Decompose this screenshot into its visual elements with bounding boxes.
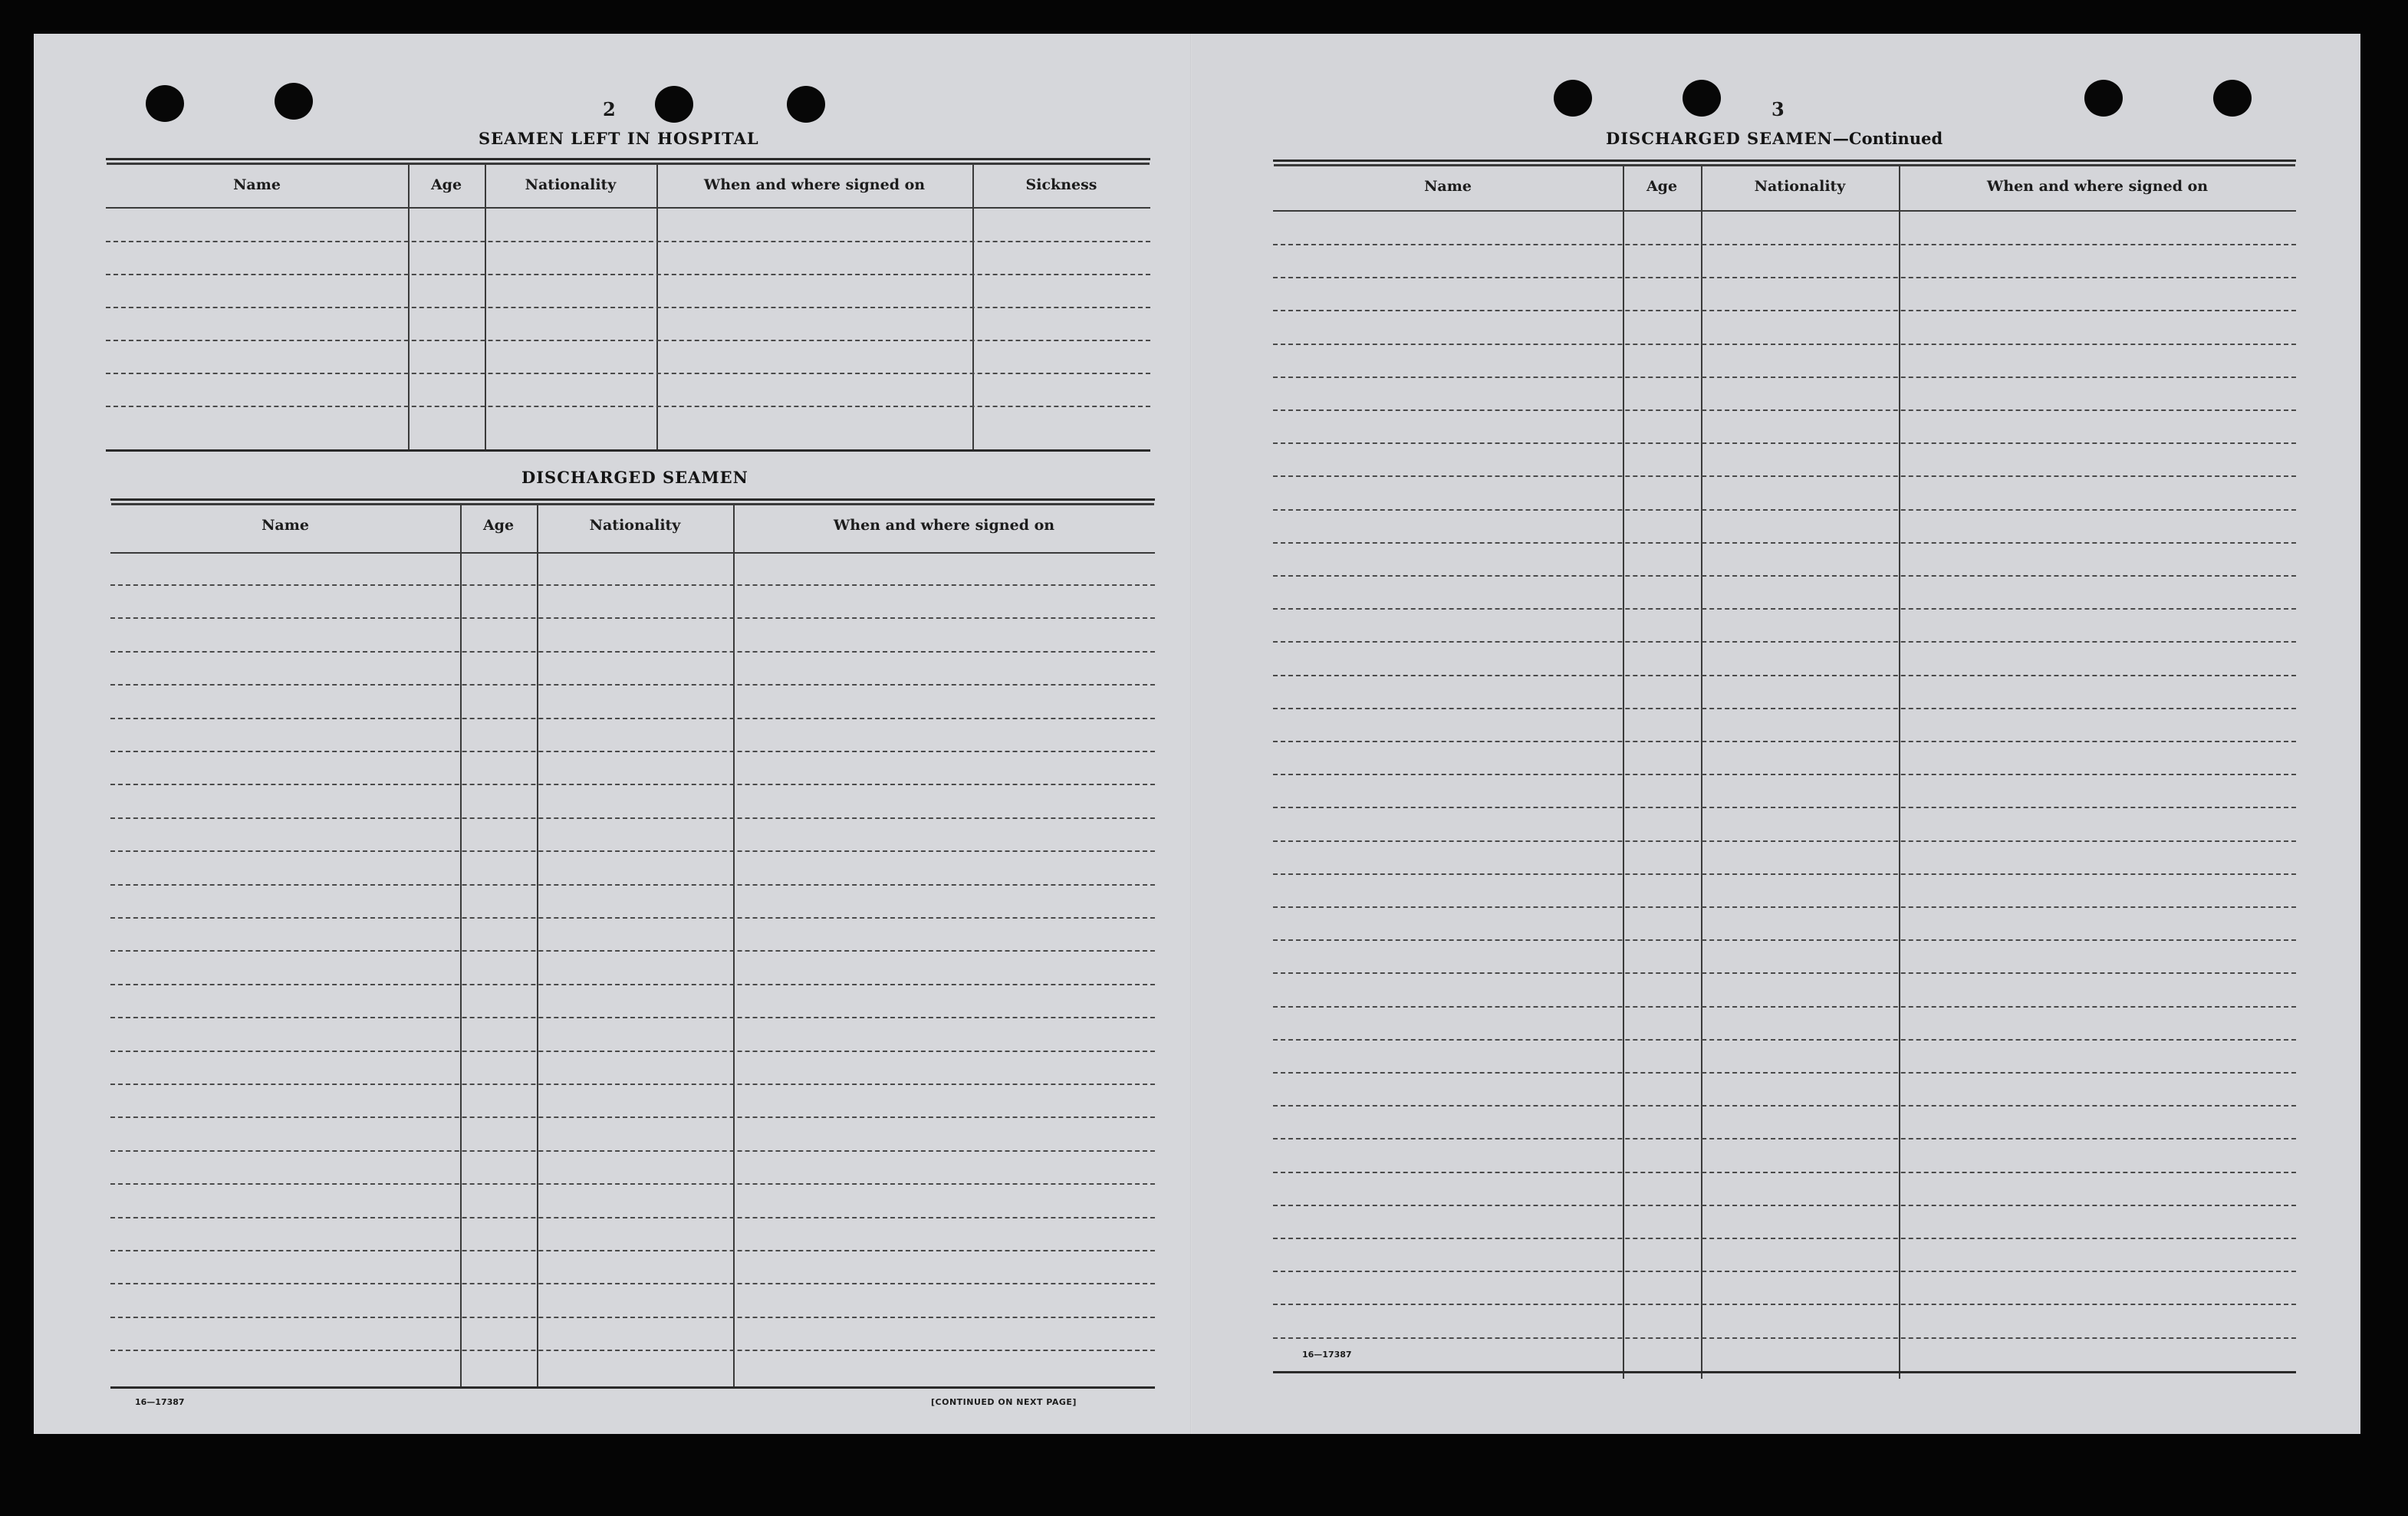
page-number: 3 xyxy=(1771,98,1785,120)
column-header-when-where: When and where signed on xyxy=(833,517,1055,534)
blank-row-line xyxy=(1273,906,2296,908)
column-header-age: Age xyxy=(482,517,515,534)
blank-row-line xyxy=(1273,575,2296,577)
blank-row-line xyxy=(1273,1105,2296,1107)
blank-row-line xyxy=(110,584,1155,586)
blank-row-line xyxy=(1273,310,2296,311)
blank-row-line xyxy=(110,1183,1155,1185)
column-header-when-where: When and where signed on xyxy=(703,176,926,193)
blank-row-line xyxy=(1273,377,2296,378)
blank-row-line xyxy=(1273,774,2296,775)
blank-row-line xyxy=(106,406,1150,407)
column-header-age: Age xyxy=(1646,178,1678,195)
blank-row-line xyxy=(1273,873,2296,875)
blank-row-line xyxy=(110,1150,1155,1152)
punch-hole xyxy=(787,86,825,123)
table-bottom-rule xyxy=(110,1386,1155,1389)
hospital-section-title: SEAMEN LEFT IN HOSPITAL xyxy=(479,129,759,148)
blank-row-line xyxy=(1273,409,2296,411)
blank-row-line xyxy=(1273,939,2296,941)
blank-row-line xyxy=(106,274,1150,275)
blank-row-line xyxy=(1273,972,2296,974)
punch-hole xyxy=(1554,80,1592,117)
form-number: 16—17387 xyxy=(1302,1350,1352,1360)
blank-row-line xyxy=(1273,1039,2296,1041)
blank-row-line xyxy=(110,1116,1155,1118)
discharged-section-title: DISCHARGED SEAMEN xyxy=(521,468,748,487)
blank-row-line xyxy=(110,784,1155,785)
blank-row-line xyxy=(110,1051,1155,1052)
blank-row-line xyxy=(1273,1205,2296,1206)
blank-row-line xyxy=(110,884,1155,886)
left-page xyxy=(34,34,1192,1434)
column-divider xyxy=(1899,166,1900,1379)
header-rule xyxy=(1273,210,2296,212)
blank-row-line xyxy=(1273,708,2296,709)
blank-row-line xyxy=(1273,344,2296,345)
blank-row-line xyxy=(106,241,1150,242)
column-header-nationality: Nationality xyxy=(1754,178,1846,195)
blank-row-line xyxy=(1273,244,2296,245)
column-header-nationality: Nationality xyxy=(589,517,681,534)
column-header-age: Age xyxy=(430,176,462,193)
column-header-name: Name xyxy=(233,176,281,193)
discharged-continued-title xyxy=(1606,129,1943,148)
blank-row-line xyxy=(1273,1304,2296,1305)
table-top-rule xyxy=(110,498,1155,502)
blank-row-line xyxy=(110,1350,1155,1351)
punch-hole xyxy=(2084,80,2123,117)
continued-note: [CONTINUED ON NEXT PAGE] xyxy=(931,1397,1077,1407)
blank-row-line xyxy=(110,617,1155,619)
column-header-name: Name xyxy=(1424,178,1472,195)
form-number: 16—17387 xyxy=(135,1397,185,1407)
blank-row-line xyxy=(1273,1337,2296,1339)
column-divider xyxy=(1701,166,1702,1379)
right-page xyxy=(1192,34,2360,1434)
column-divider xyxy=(1623,166,1624,1379)
table-top-rule xyxy=(106,158,1150,162)
section-title-suffix: —Continued xyxy=(1832,129,1943,148)
punch-hole xyxy=(1683,80,1721,117)
blank-row-line xyxy=(1273,1172,2296,1173)
blank-row-line xyxy=(1273,1138,2296,1139)
blank-row-line xyxy=(110,984,1155,985)
blank-row-line xyxy=(1273,542,2296,544)
column-divider xyxy=(537,505,538,1388)
blank-row-line xyxy=(110,651,1155,653)
blank-row-line xyxy=(110,1217,1155,1218)
discharged-table xyxy=(110,498,1155,1389)
blank-row-line xyxy=(106,307,1150,308)
blank-row-line xyxy=(110,1317,1155,1318)
blank-row-line xyxy=(1273,1238,2296,1239)
blank-row-line xyxy=(1273,807,2296,808)
column-header-name: Name xyxy=(262,517,309,534)
column-header-when-where: When and where signed on xyxy=(1986,178,2209,195)
header-rule xyxy=(106,207,1150,209)
blank-row-line xyxy=(1273,509,2296,511)
header-rule xyxy=(110,552,1155,554)
blank-row-line xyxy=(110,850,1155,852)
blank-row-line xyxy=(110,950,1155,952)
blank-row-line xyxy=(110,917,1155,919)
blank-row-line xyxy=(1273,277,2296,278)
column-divider xyxy=(733,505,735,1388)
blank-row-line xyxy=(106,373,1150,374)
discharged-continued-table xyxy=(1273,159,2296,1380)
column-header-sickness: Sickness xyxy=(1025,176,1097,193)
blank-row-line xyxy=(1273,608,2296,610)
blank-row-line xyxy=(110,1084,1155,1085)
blank-row-line xyxy=(1273,741,2296,742)
blank-row-line xyxy=(1273,475,2296,477)
hospital-table xyxy=(106,158,1150,454)
blank-row-line xyxy=(1273,1072,2296,1074)
blank-row-line xyxy=(1273,1271,2296,1272)
blank-row-line xyxy=(1273,442,2296,444)
table-top-rule xyxy=(1273,159,2296,163)
blank-row-line xyxy=(110,718,1155,719)
blank-row-line xyxy=(1273,675,2296,676)
blank-row-line xyxy=(110,1017,1155,1018)
blank-row-line xyxy=(1273,1006,2296,1008)
blank-row-line xyxy=(106,340,1150,341)
blank-row-line xyxy=(110,817,1155,819)
punch-hole xyxy=(655,86,693,123)
blank-row-line xyxy=(1273,840,2296,842)
table-bottom-rule xyxy=(106,449,1150,452)
punch-hole xyxy=(275,83,313,120)
document-sheet xyxy=(34,34,2360,1434)
punch-hole xyxy=(146,85,184,122)
column-header-nationality: Nationality xyxy=(525,176,617,193)
table-bottom-rule xyxy=(1273,1371,2296,1373)
blank-row-line xyxy=(110,684,1155,686)
section-title-text: DISCHARGED SEAMEN xyxy=(1606,129,1833,148)
blank-row-line xyxy=(110,1283,1155,1284)
punch-hole xyxy=(2213,80,2252,117)
page-number: 2 xyxy=(603,98,616,120)
column-divider xyxy=(460,505,462,1388)
blank-row-line xyxy=(110,751,1155,752)
blank-row-line xyxy=(110,1250,1155,1251)
blank-row-line xyxy=(1273,641,2296,643)
